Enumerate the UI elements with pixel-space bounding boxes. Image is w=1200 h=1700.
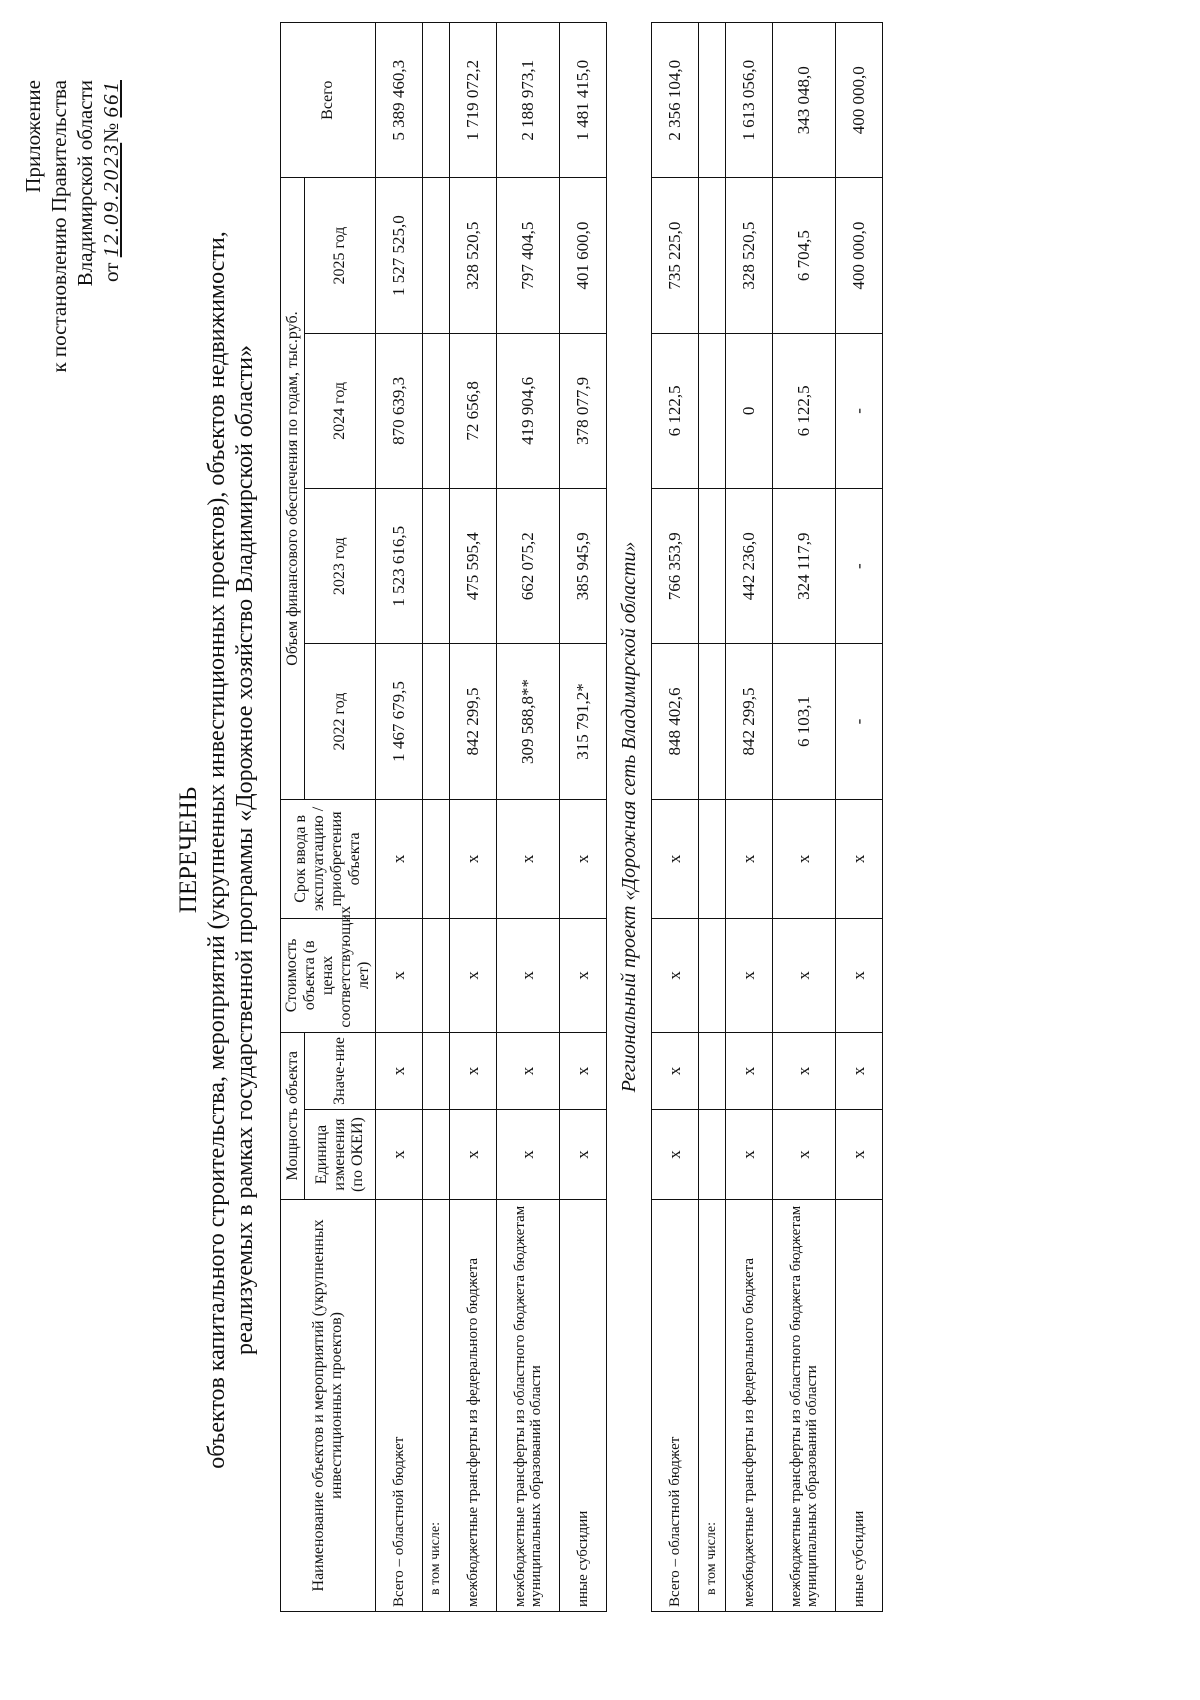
table-row [423, 23, 450, 1612]
row-2023: 442 236,0 [726, 489, 773, 644]
row-total: 5 389 460,3 [376, 23, 423, 178]
row-name: иные субсидии [836, 1199, 883, 1611]
row-term: x [560, 799, 607, 918]
row-2023: 662 075,2 [497, 489, 560, 644]
table-row [726, 23, 773, 1612]
heading-line-1: объектов капитального строительства, мероприятий (укрупненных инвестиционных проектов), объектов недвижимости, [204, 231, 230, 1469]
row-cost: x [773, 919, 836, 1032]
header-unit: Единица изменения (по ОКЕИ) [305, 1110, 376, 1200]
row-term: x [652, 799, 699, 918]
row-2022: 842 299,5 [450, 644, 497, 799]
row-2025: 328 520,5 [450, 178, 497, 333]
row-2025: 735 225,0 [652, 178, 699, 333]
row-name: Всего – областной бюджет [652, 1199, 699, 1611]
row-2024: 0 [726, 333, 773, 488]
row-2024: 6 122,5 [652, 333, 699, 488]
row-2025: 400 000,0 [836, 178, 883, 333]
row-total: 2 356 104,0 [652, 23, 699, 178]
row-total: 1 481 415,0 [560, 23, 607, 178]
row-2024: 419 904,6 [497, 333, 560, 488]
header-total: Всего [281, 23, 376, 178]
table-row [652, 23, 699, 1612]
table-row [376, 23, 423, 1612]
header-cost: Стоимость объекта (в ценах соответствующих лет) [281, 919, 376, 1032]
row-2025: 1 527 525,0 [376, 178, 423, 333]
row-unit: x [376, 1110, 423, 1200]
row-2023: 1 523 616,5 [376, 489, 423, 644]
row-cost: x [836, 919, 883, 1032]
document-title: ПЕРЕЧЕНЬ [175, 786, 202, 914]
header-2025: 2025 год [305, 178, 376, 333]
row-unit: x [560, 1110, 607, 1200]
appendix-line-1: Приложение [21, 80, 45, 193]
row-value: x [652, 1032, 699, 1110]
number-label: № [99, 122, 123, 143]
row-unit: x [450, 1110, 497, 1200]
row-unit: x [497, 1110, 560, 1200]
table-row [699, 23, 726, 1612]
row-term: x [726, 799, 773, 918]
row-2024: 870 639,3 [376, 333, 423, 488]
row-2023: 324 117,9 [773, 489, 836, 644]
row-cost: x [726, 919, 773, 1032]
decree-date: 12.09.2023 [99, 142, 123, 258]
row-2022: 842 299,5 [726, 644, 773, 799]
row-value: x [773, 1032, 836, 1110]
row-2025: 328 520,5 [726, 178, 773, 333]
row-2022: 6 103,1 [773, 644, 836, 799]
header-funding: Объем финансового обеспечения по годам, тыс.руб. [281, 178, 305, 799]
row-2022: - [836, 644, 883, 799]
row-cost: x [652, 919, 699, 1032]
table-row [497, 23, 560, 1612]
row-name: межбюджетные трансферты из областного бюджета бюджетам муниципальных образований области [773, 1199, 836, 1611]
row-2024: 6 122,5 [773, 333, 836, 488]
row-total: 2 188 973,1 [497, 23, 560, 178]
row-unit: x [726, 1110, 773, 1200]
row-2023: 385 945,9 [560, 489, 607, 644]
appendix-note [20, 80, 124, 373]
row-2024: - [836, 333, 883, 488]
header-2023: 2023 год [305, 489, 376, 644]
table-row [450, 23, 497, 1612]
row-term: x [450, 799, 497, 918]
heading-line-2: реализуемых в рамках государственной программы «Дорожное хозяйство Владимирской области» [232, 344, 258, 1356]
table-row [773, 23, 836, 1612]
row-term: x [836, 799, 883, 918]
row-unit: x [773, 1110, 836, 1200]
row-name: Всего – областной бюджет [376, 1199, 423, 1611]
row-2025: 6 704,5 [773, 178, 836, 333]
row-2022: 848 402,6 [652, 644, 699, 799]
document-heading [175, 0, 259, 1700]
row-subheading: в том числе: [699, 1199, 726, 1611]
row-cost: x [450, 919, 497, 1032]
row-2022: 315 791,2* [560, 644, 607, 799]
row-term: x [773, 799, 836, 918]
date-prefix: от [99, 262, 123, 282]
row-2022: 1 467 679,5 [376, 644, 423, 799]
row-value: x [497, 1032, 560, 1110]
row-name: межбюджетные трансферты из федерального бюджета [450, 1199, 497, 1611]
funding-table [280, 22, 883, 1612]
row-value: x [450, 1032, 497, 1110]
appendix-date-line [98, 80, 124, 373]
row-total: 1 719 072,2 [450, 23, 497, 178]
row-2025: 401 600,0 [560, 178, 607, 333]
row-value: x [836, 1032, 883, 1110]
row-unit: x [836, 1110, 883, 1200]
row-2023: - [836, 489, 883, 644]
header-2022: 2022 год [305, 644, 376, 799]
row-total: 343 048,0 [773, 23, 836, 178]
row-2023: 475 595,4 [450, 489, 497, 644]
decree-number: 661 [99, 80, 123, 118]
appendix-line-3: Владимирской области [73, 80, 97, 287]
row-cost: x [560, 919, 607, 1032]
row-cost: x [376, 919, 423, 1032]
row-unit: x [652, 1110, 699, 1200]
row-value: x [376, 1032, 423, 1110]
section-row [607, 23, 652, 1612]
table-row [560, 23, 607, 1612]
appendix-line-2: к постановлению Правительства [47, 80, 71, 373]
row-value: x [560, 1032, 607, 1110]
row-name: межбюджетные трансферты из областного бюджета бюджетам муниципальных образований области [497, 1199, 560, 1611]
row-2025: 797 404,5 [497, 178, 560, 333]
row-2024: 72 656,8 [450, 333, 497, 488]
row-2024: 378 077,9 [560, 333, 607, 488]
row-total: 400 000,0 [836, 23, 883, 178]
table-row [836, 23, 883, 1612]
header-value: Значе-ние [305, 1032, 376, 1110]
row-total: 1 613 056,0 [726, 23, 773, 178]
row-2022: 309 588,8** [497, 644, 560, 799]
row-term: x [376, 799, 423, 918]
header-name: Наименование объектов и мероприятий (укрупненных инвестиционных проектов) [281, 1199, 376, 1611]
row-cost: x [497, 919, 560, 1032]
row-term: x [497, 799, 560, 918]
row-name: иные субсидии [560, 1199, 607, 1611]
row-subheading: в том числе: [423, 1199, 450, 1611]
row-name: межбюджетные трансферты из федерального бюджета [726, 1199, 773, 1611]
header-2024: 2024 год [305, 333, 376, 488]
row-value: x [726, 1032, 773, 1110]
header-term: Срок ввода в эксплуатацию / приобретения объекта [281, 799, 376, 918]
row-2023: 766 353,9 [652, 489, 699, 644]
section-title: Региональный проект «Дорожная сеть Владимирской области» [607, 23, 652, 1612]
header-capacity: Мощность объекта [281, 1032, 305, 1199]
